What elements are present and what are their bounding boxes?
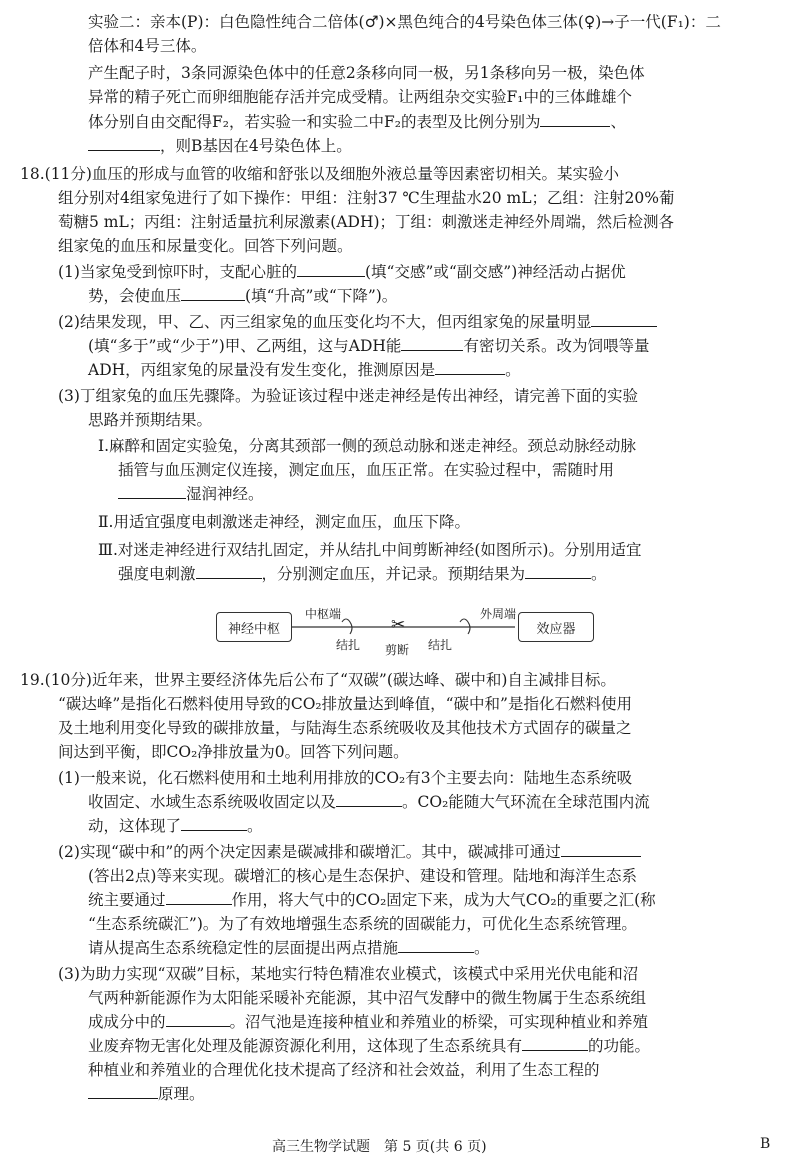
peripheral-end-label: 外周端 — [480, 607, 517, 621]
q18-step3-line1: Ⅲ.对迷走神经进行双结扎固定，并从结扎中间剪断神经(如图所示)。分别用适宜 — [98, 541, 642, 559]
q18-part1-text-c: 势，会使血压 — [88, 287, 182, 305]
q18-stem-4: 组家兔的血压和尿量变化。回答下列问题。 — [58, 237, 353, 255]
q19-part2-line3 — [88, 890, 656, 910]
answer-blank[interactable] — [88, 1084, 158, 1099]
q19-part1-line2 — [88, 792, 650, 812]
q19-part2-text-c: 统主要通过 — [88, 891, 166, 909]
q19-part1-line3 — [88, 816, 263, 836]
cut-label: 剪断 — [385, 643, 410, 657]
q18-stem-3: 萄糖5 mL；丙组：注射适量抗利尿激素(ADH)；丁组：刺激迷走神经外周端，然后检测各 — [58, 213, 675, 231]
q19-part2-text-a: (2)实现“碳中和”的两个决定因素是碳减排和碳增汇。其中，碳减排可通过 — [58, 843, 561, 861]
q19-part3-text-f: 的功能。 — [588, 1037, 651, 1055]
q17-line-1: 实验二：亲本(P)：白色隐性纯合二倍体(♂)×黑色纯合的4号染色体三体(♀)→子一代(F₁)：二 — [88, 13, 721, 31]
q19-part2-text-f: 请从提高生态系统稳定性的层面提出两点措施 — [88, 939, 399, 957]
q18-part2-text-b: (填“多于”或“少于”)甲、乙两组，这与ADH能 — [88, 337, 402, 355]
effector-box — [518, 612, 594, 642]
q19-stem-1: 19.(10分)近年来，世界主要经济体先后公布了“双碳”(碳达峰、碳中和)自主减排目标。 — [20, 671, 616, 689]
page-footer: 高三生物学试题 第 5 页(共 6 页) — [272, 1139, 487, 1155]
q18-step2: Ⅱ.用适宜强度电刺激迷走神经，测定血压，血压下降。 — [98, 513, 470, 531]
q19-part2-line4: “生态系统碳汇”)。为了有效地增强生态系统的固碳能力，可优化生态系统管理。 — [88, 915, 637, 933]
q19-stem-2: “碳达峰”是指化石燃料使用导致的CO₂排放量达到峰值，“碳中和”是指化石燃料使用 — [58, 695, 632, 713]
q19-part1-line1: (1)一般来说，化石燃料使用和土地利用排放的CO₂有3个主要去向：陆地生态系统吸 — [58, 769, 633, 787]
q19-part1-text-b: 收固定、水域生态系统吸收固定以及 — [88, 793, 337, 811]
q18-part2-text-d: ADH，丙组家兔的尿量没有发生变化，推测原因是 — [88, 361, 436, 379]
q18-part1-text-d: (填“升高”或“下降”)。 — [245, 287, 398, 305]
q18-step3-text-d: 。 — [591, 565, 607, 583]
q18-stem-2: 组分别对4组家兔进行了如下操作：甲组：注射37 ℃生理盐水20 mL；乙组：注射20%葡 — [58, 189, 675, 207]
nerve-center-box — [216, 612, 292, 642]
answer-blank[interactable] — [336, 792, 402, 807]
q19-stem-3: 及土地利用变化导致的碳排放量，与陆海生态系统吸收及其他技术方式固存的碳量之 — [58, 719, 632, 737]
q17-line-2: 倍体和4号三体。 — [88, 37, 207, 55]
q19-part3-text-c: 成成分中的 — [88, 1013, 166, 1031]
answer-blank[interactable] — [166, 1012, 230, 1027]
q19-part2-line1 — [58, 842, 641, 862]
q18-step1-text-c: 湿润神经。 — [186, 485, 264, 503]
ligature-left-label: 结扎 — [336, 638, 361, 652]
q19-part1-text-c: 。CO₂能随大气环流在全球范围内流 — [402, 793, 650, 811]
q19-part2-text-g: 。 — [474, 939, 490, 957]
q18-part2-text-c: 有密切关系。改为饲喂等量 — [463, 337, 650, 355]
q18-step3-text-c: ，分别测定血压，并记录。预期结果为 — [261, 565, 526, 583]
q19-part3-line4 — [88, 1036, 650, 1056]
q19-part3-text-h: 原理。 — [158, 1085, 205, 1103]
q19-part3-text-e: 业废弃物无害化处理及能源资源化利用，这体现了生态系统具有 — [88, 1037, 523, 1055]
q18-step3-text-b: 强度电刺激 — [118, 565, 196, 583]
q18-part2-text-a: (2)结果发现，甲、乙、丙三组家兔的血压变化均不大，但丙组家兔的尿量明显 — [58, 313, 592, 331]
q19-part2-line2: (答出2点)等来实现。碳增汇的核心是生态保护、建设和管理。陆地和海洋生态系 — [88, 867, 637, 885]
q19-part3-line5: 种植业和养殖业的合理优化技术提高了经济和社会效益，利用了生态工程的 — [88, 1061, 600, 1079]
q19-part3-line2: 气两种新能源作为太阳能采暖补充能源，其中沼气发酵中的微生物属于生态系统组 — [88, 989, 647, 1007]
q19-stem-4: 间达到平衡，即CO₂净排放量为0。回答下列问题。 — [58, 743, 409, 761]
q18-part1-text-b: (填“交感”或“副交感”)神经活动占据优 — [364, 263, 626, 281]
q19-part2-line5 — [88, 938, 490, 958]
q19-part3-text-d: 。沼气池是连接种植业和养殖业的桥梁，可实现种植业和养殖 — [229, 1013, 649, 1031]
q18-part1-text-a: (1)当家兔受到惊吓时，支配心脏的 — [58, 263, 297, 281]
q18-stem-1: 18.(11分)血压的形成与血管的收缩和舒张以及细胞外液总量等因素密切相关。某实验小 — [20, 165, 619, 183]
scissors-icon: ✂ — [391, 615, 406, 635]
paper-version: B — [760, 1136, 771, 1152]
q19-part3-line3 — [88, 1012, 648, 1032]
q18-step1-line2: 插管与血压测定仪连接，测定血压，血压正常。在实验过程中，需随时用 — [118, 461, 615, 479]
q19-part3-line6 — [88, 1084, 205, 1104]
answer-blank[interactable] — [398, 938, 474, 953]
answer-blank[interactable] — [561, 842, 641, 857]
q18-step1-line1: Ⅰ.麻醉和固定实验兔，分离其颈部一侧的颈总动脉和迷走神经。颈总动脉经动脉 — [98, 437, 637, 455]
answer-blank[interactable] — [181, 816, 247, 831]
q18-part2-text-e: 。 — [505, 361, 521, 379]
q19-part2-text-d: 作用，将大气中的CO₂固定下来，成为大气CO₂的重要之汇(称 — [231, 891, 656, 909]
q19-part3-line1: (3)为助力实现“双碳”目标，某地实行特色精准农业模式，该模式中采用光伏电能和沼 — [58, 965, 639, 983]
q19-part1-text-d: 动，这体现了 — [88, 817, 182, 835]
q18-part3-line1: (3)丁组家兔的血压先骤降。为验证该过程中迷走神经是传出神经，请完善下面的实验 — [58, 387, 638, 405]
ligature-right-label: 结扎 — [428, 638, 453, 652]
q17-line-5-text: 体分别自由交配得F₂，若实验一和实验二中F₂的表型及比例分别为 — [88, 113, 541, 131]
effector-label: 效应器 — [536, 621, 576, 637]
q17-line-6-text: ，则B基因在4号染色体上。 — [160, 137, 352, 155]
q19-part1-text-e: 。 — [247, 817, 263, 835]
answer-blank[interactable] — [522, 1036, 588, 1051]
q17-line-5-sep: 、 — [610, 113, 626, 131]
q17-line-4: 异常的精子死亡而卵细胞能存活并完成受精。让两组杂交实验F₁中的三体雌雄个 — [88, 88, 632, 106]
q18-part3-line2: 思路并预期结果。 — [88, 411, 213, 429]
central-end-label: 中枢端 — [305, 607, 342, 621]
q17-line-3: 产生配子时，3条同源染色体中的任意2条移向同一极，另1条移向另一极，染色体 — [88, 64, 645, 82]
nerve-center-label: 神经中枢 — [227, 621, 280, 637]
answer-blank[interactable] — [166, 890, 232, 905]
